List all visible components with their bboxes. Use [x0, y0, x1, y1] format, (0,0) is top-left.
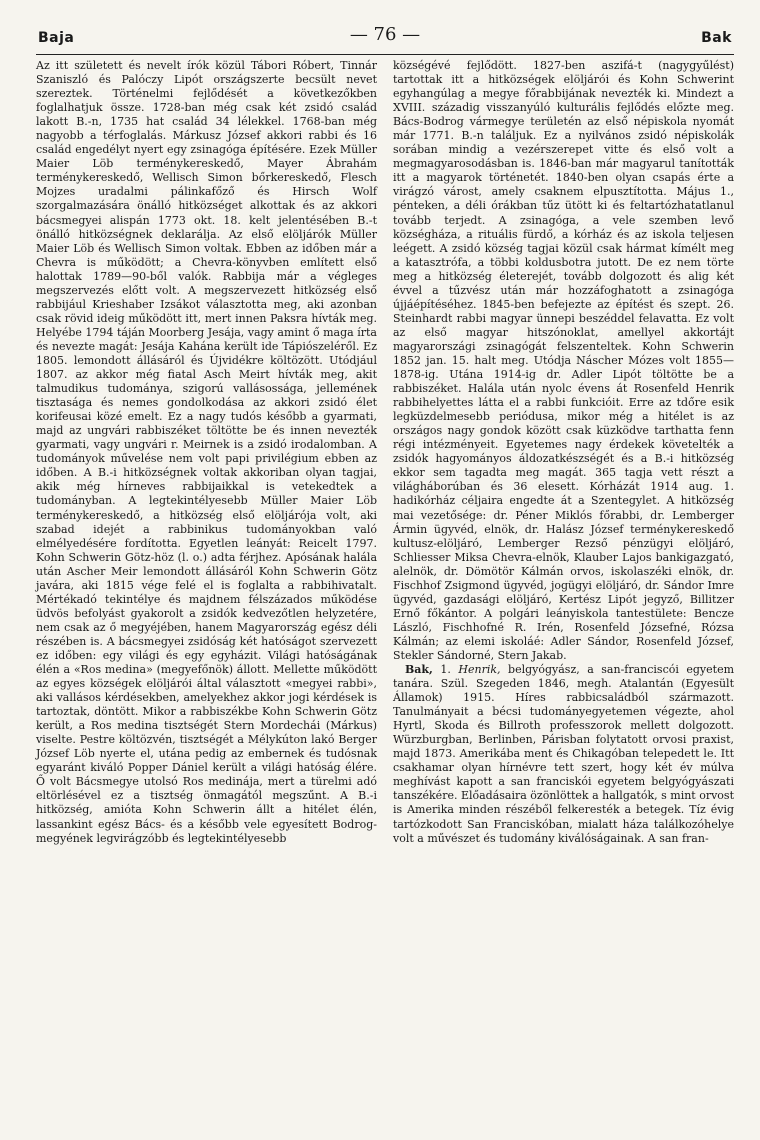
entry-given-name: Henrik,: [458, 663, 501, 677]
entry-headword: Bak,: [405, 663, 433, 677]
right-column: [393, 59, 734, 846]
entry-number: 1.: [440, 663, 451, 677]
header-rule: [36, 54, 734, 55]
page-number: — 76 —: [349, 24, 421, 45]
entry-text: belgyógyász, a san-franciscói egyetem tanára. Szül. Szegeden 1846, megh. Atalantán (Egyesült Államok) 1915. Híres rabbicsaládból származott. Tanulmányait a bécsi tudományegyetemen végezte, ahol Hyrtl, Skoda és Billroth professzorok mellett dolgozott. Würzburgban, Berlinben, Párisban folytatott orvosi praxist, majd 1873. Amerikába ment és Chikagóban telepedett le. Itt csakhamar olyan hírnévre tett szert, hogy két év múlva meghívást kapott a san franciskói egyetem belgyógyászati tanszékére. Előadásaira özönlöttek a hallgatók, s mint orvost is Amerika minden részéből felkeresték a betegek. Tíz évig tartózkodott San Franciskóban, mialatt háza találkozóhelye volt a művészet és tudomány kiválóságainak. A san fran-: [393, 663, 735, 845]
encyclopedia-entry: [393, 663, 734, 846]
header-left-keyword: Baja: [38, 30, 75, 46]
text-columns: [36, 59, 734, 846]
left-column: [36, 59, 377, 846]
running-header: [36, 22, 734, 52]
paragraph: községévé fejlődött. 1827-ben aszifá-t (nagygyűlést) tartottak itt a hitközségek elöljárói és Kohn Schwerint egyhangúlag a megye főrabbijának nevezték ki. Mindezt a XVIII. századig visszanyúló kulturális fejlődés előzte meg. Bács-Bodrog vármegye területén az első népiskola nyomát már 1771. B.-n találjuk. Ez a nyilvános zsidó népiskolák sorában mindig a vezérszerepet vitte és első volt a megmagyarosodásban is. 1846-ban már magyarul tanították itt a magyarok történetét. 1840-ben olyan csapás érte a virágzó várost, amely csaknem elpusztította. Május 1., pénteken, a déli órákban tűz ütött ki és feltartózhatatlanul tovább terjedt. A zsinagóga, a vele szemben levő községháza, a rituális fürdő, a kórház és az iskola teljesen leégett. A zsidó község tagjai közül csak hármat kímélt meg a katasztrófa, a többi koldusbotra jutott. De ez nem törte meg a hitközség életerejét, tovább dolgozott és alig két évvel a tűzvész után már hozzáfoghatott a zsinagóga újjáépítéséhez. 1845-ben befejezte az építést és szept. 26. Steinhardt rabbi magyar ünnepi beszéddel felavatta. Ez volt az első magyar hitszónoklat, amellyel akkortájt magyarországi zsinagógát felszenteltek. Kohn Schwerin 1852 jan. 15. halt meg. Utódja Náscher Mózes volt 1855—1878-ig. Utána 1914-ig dr. Adler Lipót töltötte be a rabbiszéket. Halála után nyolc évens át Rosenfeld Henrik rabbihelyettes látta el a rabbi funkcióit. Erre az tdőre esik legküzdelmesebb periódusa, mikor még a hitélet is az országos nagy gondok között csak küzködve tarthatta fenn régi intézményeit. Egyetemes nagy érdekek követelték a zsidók hagyományos áldozatkészségét és a B.-i hitközség ekkor sem tagadta meg magát. 365 tagja vett részt a világháborúban és 36 elesett. Kórházát 1914 aug. 1. hadikórház céljaira engedte át a Szentegylet. A hitközség mai vezetősége: dr. Péner Miklós főrabbi, dr. Lemberger Ármin ügyvéd, elnök, dr. Halász József terménykereskedő kultusz-elöljáró, Lemberger Rezső pénzügyi elöljáró, Schliesser Miksa Chevra-elnök, Klauber Lajos bankigazgató, alelnök, dr. Dömötör Kálmán orvos, iskolaszéki elnök, dr. Fischhof Zsigmond ügyvéd, jogügyi elöljáró, dr. Sándor Imre ügyvéd, gazdasági elöljáró, Kertész Lipót jegyző, Billitzer Ernő főkántor. A polgári leányiskola tantestülete: Bencze László, Fischhofné R. Irén, Rosenfeld Józsefné, Rózsa Kálmán; az elemi iskoláé: Adler Sándor, Rosenfeld József, Stekler Sándorné, Stern Jakab.: [393, 59, 734, 662]
header-right-keyword: Bak: [701, 30, 732, 46]
paragraph: Az itt született és nevelt írók közül Tábori Róbert, Tinnár Szaniszló és Palóczy Lipót országszerte becsült nevet szereztek. Történelmi fejlődését a következőkben foglalhatjuk össze. 1728-ban még csak két zsidó család lakott B.-n, 1735 hat család 34 lélekkel. 1768-ban még nagyobb a térfoglalás. Márkusz József akkori rabbi és 16 család engedélyt nyert egy zsinagóga építésére. Ezek Müller Maier Löb terménykereskedő, Mayer Ábrahám terménykereskedő, Wellisch Simon bőrkereskedő, Flesch Mojzes uradalmi pálinkafőző és Hirsch Wolf szorgalmazására önálló hitközséget alkottak és az akkori bácsmegyei alispán 1773 okt. 18. kelt jelentésében B.-t önálló hitközségnek deklarálja. Az első elöljárók Müller Maier Löb és Wellisch Simon voltak. Ebben az időben már a Chevra is működött; a Chevra-könyvben említett első halottak 1789—90-ből valók. Rabbija már a végleges megszervezés előtt volt. A megszervezett hitközség első rabbijául Krieshaber Izsákot választotta meg, aki azonban csak rövid ideig működött itt, mert innen Paksra hívták meg. Helyébe 1794 táján Moorberg Jesája, vagy amint ő maga írta és nevezte magát: Jesája Kahána került ide Tápiószeléről. Ez 1805. lemondott állásáról és Újvidékre költözött. Utódjául 1807. az akkor még fiatal Asch Meirt hívták meg, akit talmudikus tudománya, szigorú vallásossága, jellemének tisztasága és nemes gondolkodása az akkori zsidó élet korifeusai közé emelt. Ez a nagy tudós később a gyarmati, majd az ungvári rabbiszéket töltötte be és innen nevezték gyarmati, vagy ungvári r. Meirnek is a zsidó irodalomban. A tudományok művelése nem volt papi privilégium ebben az időben. A B.-i hitközségnek voltak akkoriban olyan tagjai, akik még hírneves rabbijaikkal is vetekedtek a tudományban. A legtekintélyesebb Müller Maier Löb terménykereskedő, a hitközség első elöljárója volt, aki szabad idejét a rabbinikus tudományokban való elmélyedésére fordította. Egyetlen leányát: Reicelt 1797. Kohn Schwerin Götz-höz (l. o.) adta férjhez. Apósának halála után Ascher Meir lemondott állásáról Kohn Schwerin Götz javára, aki 1815 vége felé el is foglalta a rabbihivatalt. Mértékadó tekintélye és majdnem félszázados működése üdvös befolyást gyakorolt a zsidók kedvezőtlen helyzetére, nem csak az ő megyéjében, hanem Magyarország egész déli részében is. A bácsmegyei zsidóság két hatóságot szervezett ez időben: egy világi és egy egyházit. Világi hatóságának élén a «Ros medina» (megyefőnök) állott. Mellette működött az egyes községek elöljárói által választott «megyei rabbi», aki vallásos kérdésekben, amelyekhez akkor jogi kérdések is tartoztak, döntött. Mikor a rabbiszékbe Kohn Schwerin Götz került, a Ros medina tisztségét Stern Mordechái (Márkus) viselte. Pestre költözvén, tisztségét a Mélykúton lakó Berger József Löb nyerte el, utána pedig az embernek és tudósnak egyaránt kiváló Popper Dániel került a világi hatóság élére. Ő volt Bácsmegye utolsó Ros medinája, mert a türelmi adó eltörlésével ez a tisztség önmagától megszűnt. A B.-i hitközség, amióta Kohn Schwerin állt a hitélet élén, lassankint egész Bács- és a később vele egyesített Bodrog-megyének legvirágzóbb és legtekintélyesebb: [36, 59, 377, 845]
